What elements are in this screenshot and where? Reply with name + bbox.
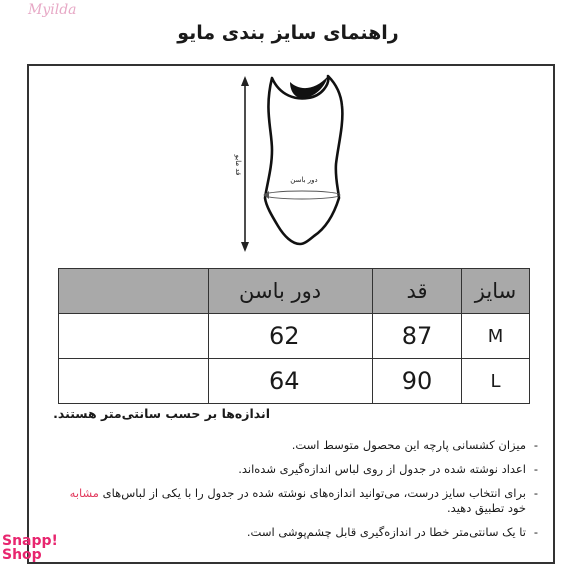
header-hip: دور باسن xyxy=(209,269,373,314)
note-highlight: مشابه xyxy=(69,486,99,500)
cell-hip: 64 xyxy=(209,359,373,404)
cell-size: L xyxy=(462,359,530,404)
height-label: قد مایو xyxy=(234,154,242,176)
header-height: قد xyxy=(373,269,462,314)
note-item: - میزان کشسانی پارچه این محصول متوسط است. xyxy=(48,438,538,453)
table-header-row xyxy=(59,269,530,314)
cell-hip: 62 xyxy=(209,314,373,359)
size-table xyxy=(58,268,530,404)
snappshop-logo xyxy=(2,534,58,562)
swimsuit-outline xyxy=(265,76,342,244)
cell-empty xyxy=(59,314,209,359)
arrow-down-icon xyxy=(241,242,249,252)
table-row xyxy=(59,314,530,359)
page-title: راهنمای سایز بندی مایو xyxy=(177,22,399,44)
note-item: - اعداد نوشته شده در جدول از روی لباس اندازه‌گیری شده‌اند. xyxy=(48,462,538,477)
note-item: - تا یک سانتی‌متر خطا در اندازه‌گیری قابل چشم‌پوشی است. xyxy=(48,525,538,540)
note-text-rest: خود تطبیق دهید. xyxy=(447,501,526,515)
note-text: برای انتخاب سایز درست، می‌توانید اندازه‌های نوشته شده در جدول را با یکی از لباس‌های xyxy=(102,486,526,500)
cell-height: 87 xyxy=(373,314,462,359)
table-row xyxy=(59,359,530,404)
unit-note: اندازه‌ها بر حسب سانتی‌متر هستند. xyxy=(53,406,270,421)
cell-size: M xyxy=(462,314,530,359)
logo-line2: Shop xyxy=(2,547,42,563)
hip-label: دور باسن xyxy=(290,176,318,184)
header-size: سایز xyxy=(462,269,530,314)
swimsuit-diagram xyxy=(232,70,372,255)
header-empty xyxy=(59,269,209,314)
arrow-up-icon xyxy=(241,76,249,86)
logo-line1: Snapp! xyxy=(2,533,58,549)
cell-empty xyxy=(59,359,209,404)
brand-logo: Myilda xyxy=(28,2,77,18)
note-item xyxy=(48,486,538,516)
notes-list xyxy=(48,438,538,549)
cell-height: 90 xyxy=(373,359,462,404)
